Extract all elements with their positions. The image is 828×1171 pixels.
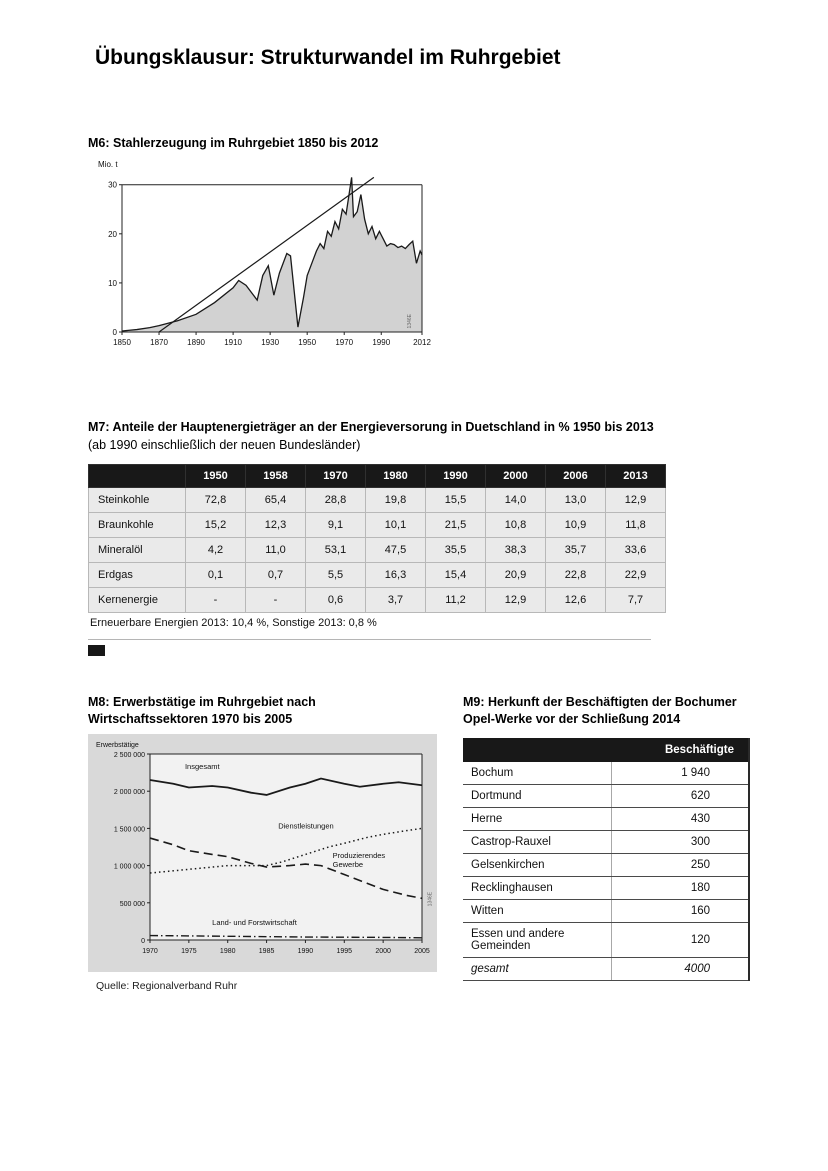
svg-text:1930: 1930 xyxy=(261,338,280,347)
m9-data-row xyxy=(463,762,749,785)
m7-value-cell: 13,0 xyxy=(546,488,606,513)
m7-value-cell: 14,0 xyxy=(486,488,546,513)
svg-text:Land- und Forstwirtschaft: Land- und Forstwirtschaft xyxy=(212,918,297,928)
m7-value-cell: 16,3 xyxy=(366,563,426,588)
m9-row-label: Castrop-Rauxel xyxy=(463,831,611,854)
svg-text:20: 20 xyxy=(108,229,117,239)
m7-value-cell: 47,5 xyxy=(366,538,426,563)
m7-value-cell: 10,9 xyxy=(546,513,606,538)
svg-text:1890: 1890 xyxy=(187,338,205,347)
m9-header-empty-cell xyxy=(463,738,611,762)
m7-energy-table xyxy=(88,464,666,613)
m7-value-cell: 0,1 xyxy=(186,563,246,588)
m9-total-row xyxy=(463,958,749,981)
m9-heading-line2: Opel-Werke vor der Schließung 2014 xyxy=(463,712,681,726)
m9-value-cell: 120 xyxy=(611,923,749,958)
m9-heading-line1: M9: Herkunft der Beschäftigten der Bochumer xyxy=(463,695,737,709)
svg-text:2 000 000: 2 000 000 xyxy=(113,789,145,797)
m7-row-label: Steinkohle xyxy=(89,488,186,513)
m9-row-label: Recklinghausen xyxy=(463,877,611,900)
svg-text:1 000 000: 1 000 000 xyxy=(113,863,145,871)
m7-row-label: Braunkohle xyxy=(89,513,186,538)
svg-text:1990: 1990 xyxy=(372,338,391,347)
m8-heading xyxy=(88,694,448,728)
m7-value-cell: 35,5 xyxy=(426,538,486,563)
m7-table-body xyxy=(89,488,666,613)
svg-text:1346E: 1346E xyxy=(427,891,434,907)
m7-row-label: Mineralöl xyxy=(89,538,186,563)
m9-data-row xyxy=(463,831,749,854)
m9-value-cell: 620 xyxy=(611,785,749,808)
m8-source: Quelle: Regionalverband Ruhr xyxy=(96,980,238,992)
m9-data-row xyxy=(463,900,749,923)
svg-text:10: 10 xyxy=(108,278,117,288)
m7-heading: M7: Anteile der Hauptenergieträger an der Energieversorung in Duetschland in % 1950 bis 2013 xyxy=(88,420,654,434)
m9-heading xyxy=(463,694,783,728)
m7-value-cell: 0,7 xyxy=(246,563,306,588)
m7-value-cell: 21,5 xyxy=(426,513,486,538)
m9-data-row xyxy=(463,854,749,877)
m9-value-cell: 4000 xyxy=(611,958,749,981)
m7-value-cell: 15,4 xyxy=(426,563,486,588)
m9-value-cell: 300 xyxy=(611,831,749,854)
m7-value-cell: 7,7 xyxy=(606,588,666,613)
m9-header-row xyxy=(463,738,749,762)
svg-text:2000: 2000 xyxy=(375,948,391,955)
svg-text:1346E: 1346E xyxy=(406,313,413,329)
m9-opel-table xyxy=(463,738,750,981)
svg-text:0: 0 xyxy=(141,938,145,945)
svg-text:Erwerbstätige: Erwerbstätige xyxy=(96,742,139,749)
m7-subheading: (ab 1990 einschließlich der neuen Bundesländer) xyxy=(88,438,361,452)
m7-header-empty-cell xyxy=(89,465,186,488)
m7-data-row xyxy=(89,513,666,538)
svg-text:1950: 1950 xyxy=(298,338,317,347)
m7-value-cell: 28,8 xyxy=(306,488,366,513)
svg-text:1910: 1910 xyxy=(224,338,243,347)
m7-year-header: 1958 xyxy=(246,465,306,488)
svg-text:ProduzierendesGewerbe: Produzierendes Gewerbe xyxy=(332,851,386,870)
m7-value-cell: 12,6 xyxy=(546,588,606,613)
m7-data-row xyxy=(89,488,666,513)
m7-year-header: 2000 xyxy=(486,465,546,488)
m9-value-cell: 250 xyxy=(611,854,749,877)
m7-year-header: 1970 xyxy=(306,465,366,488)
m7-footnote: Erneuerbare Energien 2013: 10,4 %, Sonstige 2013: 0,8 % xyxy=(90,617,377,629)
svg-text:Dienstleistungen: Dienstleistungen xyxy=(278,821,334,831)
m9-table-head xyxy=(463,738,749,762)
m7-value-cell: 9,1 xyxy=(306,513,366,538)
m7-data-row xyxy=(89,563,666,588)
m9-row-label: Essen und andere Gemeinden xyxy=(463,923,611,958)
m8-employment-sectors-chart xyxy=(88,734,437,972)
m9-opel-table-wrap xyxy=(463,738,750,981)
svg-text:1975: 1975 xyxy=(181,948,197,955)
m7-energy-table-wrap xyxy=(88,464,666,613)
m9-value-cell: 160 xyxy=(611,900,749,923)
m9-value-cell: 1 940 xyxy=(611,762,749,785)
svg-text:1985: 1985 xyxy=(258,948,275,955)
m7-value-cell: 4,2 xyxy=(186,538,246,563)
m7-data-row xyxy=(89,538,666,563)
m7-value-cell: 33,6 xyxy=(606,538,666,563)
m7-value-cell: 12,9 xyxy=(486,588,546,613)
svg-text:Insgesamt: Insgesamt xyxy=(184,761,220,771)
m7-table-head xyxy=(89,465,666,488)
m7-value-cell: 20,9 xyxy=(486,563,546,588)
svg-text:Mio. t: Mio. t xyxy=(98,160,118,169)
m9-data-row xyxy=(463,923,749,958)
svg-text:500 000: 500 000 xyxy=(119,900,145,908)
m7-value-cell: 11,0 xyxy=(246,538,306,563)
m7-value-cell: 15,5 xyxy=(426,488,486,513)
m7-value-cell: 10,8 xyxy=(486,513,546,538)
m9-data-row xyxy=(463,785,749,808)
m9-row-label: Dortmund xyxy=(463,785,611,808)
m7-value-cell: - xyxy=(246,588,306,613)
svg-text:2012: 2012 xyxy=(413,338,431,347)
svg-text:1850: 1850 xyxy=(113,338,131,347)
m7-value-cell: 38,3 xyxy=(486,538,546,563)
m7-value-cell: 15,2 xyxy=(186,513,246,538)
m8-heading-line1: M8: Erwerbstätige im Ruhrgebiet nach xyxy=(88,695,316,709)
svg-text:1995: 1995 xyxy=(336,948,353,955)
m7-header-row xyxy=(89,465,666,488)
m7-year-header: 1990 xyxy=(426,465,486,488)
m9-table-body xyxy=(463,762,749,981)
svg-text:1990: 1990 xyxy=(297,948,314,955)
m9-data-row xyxy=(463,808,749,831)
m9-row-label: Herne xyxy=(463,808,611,831)
m7-year-header: 1980 xyxy=(366,465,426,488)
m7-year-header: 2006 xyxy=(546,465,606,488)
svg-text:1970: 1970 xyxy=(142,948,158,955)
svg-text:1 500 000: 1 500 000 xyxy=(113,826,145,834)
svg-text:30: 30 xyxy=(108,180,117,190)
m7-value-cell: 11,8 xyxy=(606,513,666,538)
m7-value-cell: 35,7 xyxy=(546,538,606,563)
m7-value-cell: 53,1 xyxy=(306,538,366,563)
m9-row-label: Bochum xyxy=(463,762,611,785)
svg-text:1980: 1980 xyxy=(219,948,236,955)
m7-value-cell: 11,2 xyxy=(426,588,486,613)
m9-data-row xyxy=(463,877,749,900)
m9-row-label: Witten xyxy=(463,900,611,923)
m7-value-cell: 12,9 xyxy=(606,488,666,513)
m7-value-cell: 22,8 xyxy=(546,563,606,588)
m8-heading-line2: Wirtschaftssektoren 1970 bis 2005 xyxy=(88,712,293,726)
svg-text:2 500 000: 2 500 000 xyxy=(113,752,145,759)
svg-text:1970: 1970 xyxy=(335,338,354,347)
m7-year-header: 1950 xyxy=(186,465,246,488)
m7-year-header: 2013 xyxy=(606,465,666,488)
m7-row-label: Kernenergie xyxy=(89,588,186,613)
m9-value-cell: 180 xyxy=(611,877,749,900)
m7-value-cell: 10,1 xyxy=(366,513,426,538)
m9-header-value-cell: Beschäftigte xyxy=(611,738,749,762)
scan-artifact-mark xyxy=(88,645,105,656)
m7-table-bottom-rule xyxy=(88,639,651,640)
m7-value-cell: 22,9 xyxy=(606,563,666,588)
m6-steel-production-chart xyxy=(90,156,440,362)
m7-value-cell: 19,8 xyxy=(366,488,426,513)
svg-text:2005: 2005 xyxy=(414,948,430,955)
m9-row-label: gesamt xyxy=(463,958,611,981)
m9-value-cell: 430 xyxy=(611,808,749,831)
m7-value-cell: 12,3 xyxy=(246,513,306,538)
m7-row-label: Erdgas xyxy=(89,563,186,588)
m7-value-cell: 3,7 xyxy=(366,588,426,613)
m6-heading: M6: Stahlerzeugung im Ruhrgebiet 1850 bis 2012 xyxy=(88,136,379,150)
svg-text:1870: 1870 xyxy=(150,338,168,347)
svg-text:0: 0 xyxy=(112,328,117,337)
m7-value-cell: 5,5 xyxy=(306,563,366,588)
m7-value-cell: 0,6 xyxy=(306,588,366,613)
m7-value-cell: 65,4 xyxy=(246,488,306,513)
m7-data-row xyxy=(89,588,666,613)
m9-row-label: Gelsenkirchen xyxy=(463,854,611,877)
m7-value-cell: - xyxy=(186,588,246,613)
page-title: Übungsklausur: Strukturwandel im Ruhrgebiet xyxy=(95,46,561,69)
m7-value-cell: 72,8 xyxy=(186,488,246,513)
